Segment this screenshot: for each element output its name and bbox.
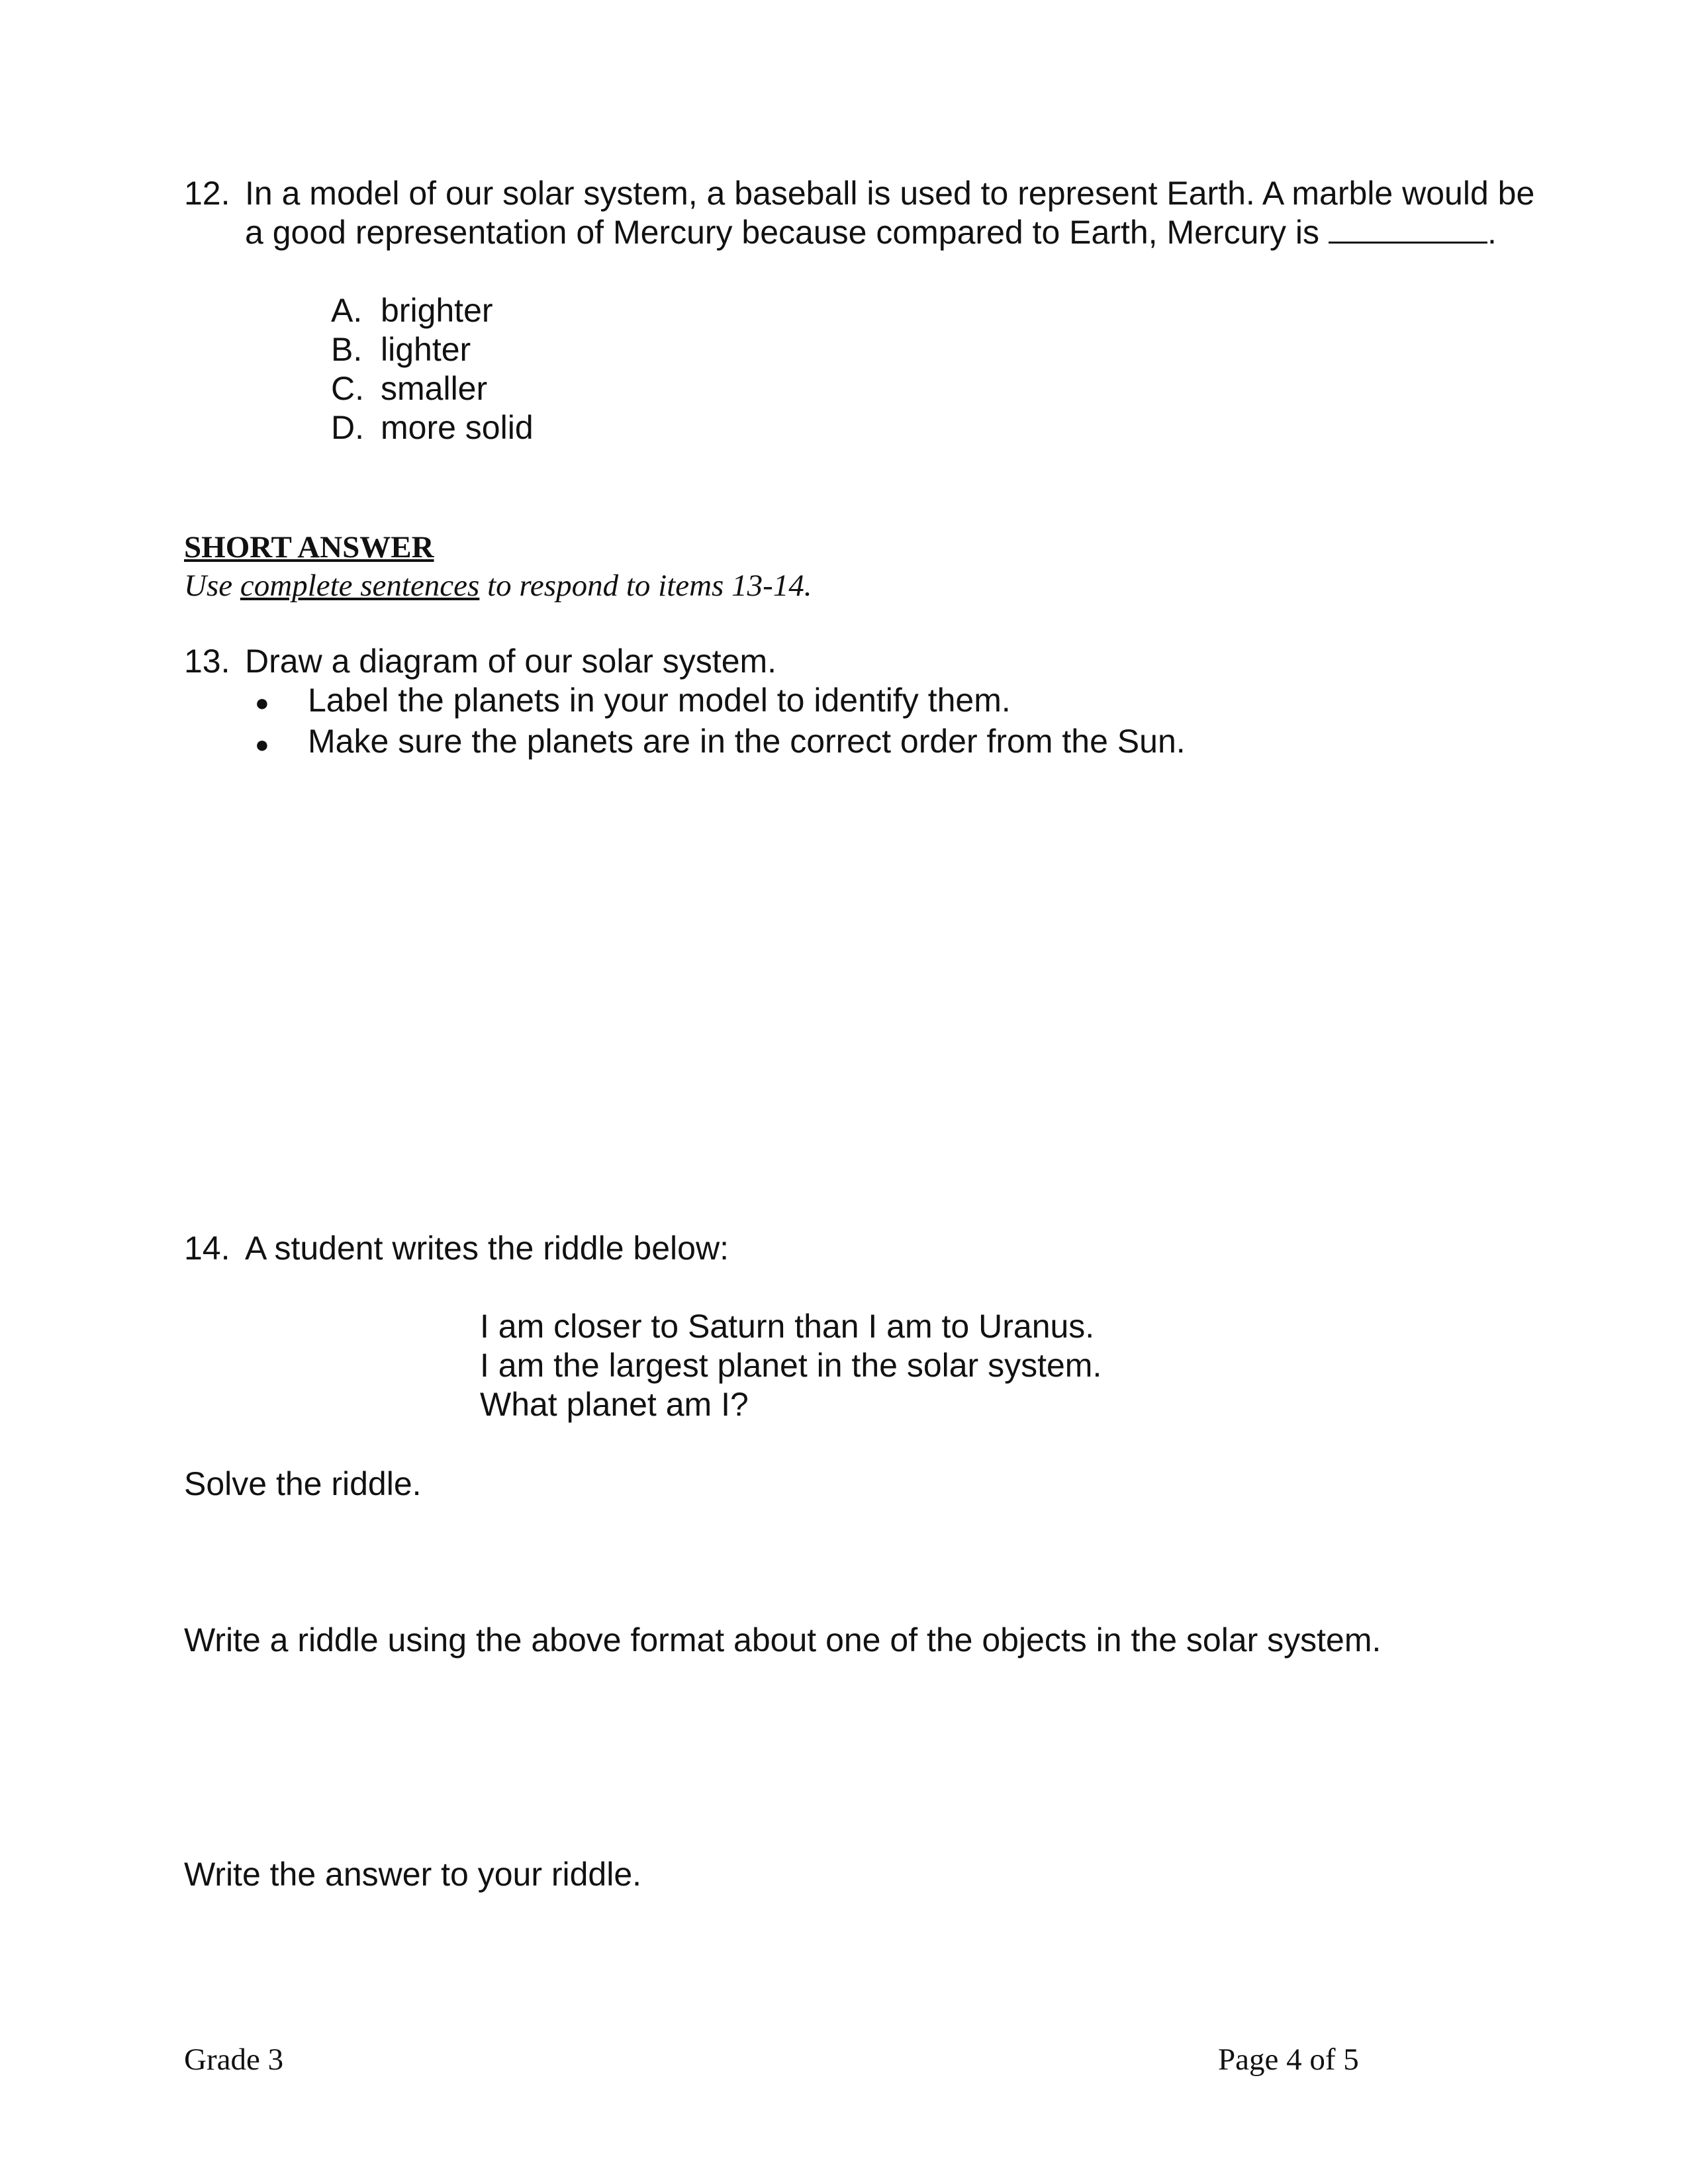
- list-item: [255, 681, 1186, 722]
- instructions-underlined: complete sentences: [240, 569, 480, 603]
- section-heading: SHORT ANSWER: [184, 530, 434, 565]
- riddle: [480, 1307, 1102, 1424]
- bullet-text: Label the planets in your model to identify them.: [308, 682, 1011, 719]
- question-text-line-2: a good representation of Mercury because compared to Earth, Mercury is: [245, 214, 1320, 251]
- choice-a[interactable]: [331, 291, 534, 330]
- question-number: 13.: [184, 643, 230, 680]
- choice-text: brighter: [381, 292, 493, 329]
- footer-page-number: Page 4 of 5: [1218, 2042, 1359, 2077]
- choice-letter: B.: [331, 331, 363, 368]
- riddle-line: I am closer to Saturn than I am to Uranus.: [480, 1308, 1095, 1345]
- question-period: .: [1487, 214, 1497, 251]
- question-text: A student writes the riddle below:: [245, 1230, 729, 1267]
- write-riddle-prompt: Write a riddle using the above format about one of the objects in the solar system.: [184, 1621, 1382, 1659]
- choice-text: more solid: [381, 409, 534, 446]
- choice-d[interactable]: [331, 408, 534, 447]
- choice-letter: A.: [331, 292, 363, 329]
- question-12-line-2: [245, 213, 1497, 252]
- bullet-icon: ●: [255, 730, 269, 758]
- choice-c[interactable]: [331, 369, 534, 408]
- choice-text: lighter: [381, 331, 471, 368]
- question-text-line-1: In a model of our solar system, a baseball is used to represent Earth. A marble would be: [245, 175, 1535, 212]
- question-14: [184, 1229, 729, 1268]
- answer-choices: [331, 291, 534, 447]
- question-number: 14.: [184, 1230, 230, 1267]
- riddle-line: I am the largest planet in the solar system.: [480, 1347, 1102, 1384]
- answer-blank: [1329, 215, 1487, 244]
- footer-grade: Grade 3: [184, 2042, 284, 2077]
- bullet-list: [255, 681, 1186, 764]
- question-number: 12.: [184, 175, 230, 212]
- solve-prompt: Solve the riddle.: [184, 1465, 422, 1502]
- question-13: [184, 642, 776, 681]
- section-instructions: [184, 568, 812, 604]
- riddle-line: What planet am I?: [480, 1386, 749, 1423]
- choice-letter: C.: [331, 370, 364, 407]
- instructions-suffix: to respond to items 13-14.: [479, 569, 812, 603]
- question-text: Draw a diagram of our solar system.: [245, 643, 777, 680]
- choice-text: smaller: [381, 370, 488, 407]
- instructions-prefix: Use: [184, 569, 240, 603]
- choice-letter: D.: [331, 409, 364, 446]
- list-item: [255, 722, 1186, 763]
- choice-b[interactable]: [331, 330, 534, 369]
- bullet-icon: ●: [255, 689, 269, 717]
- question-12: [184, 174, 1534, 213]
- bullet-text: Make sure the planets are in the correct order from the Sun.: [308, 723, 1186, 760]
- write-answer-prompt: Write the answer to your riddle.: [184, 1856, 642, 1893]
